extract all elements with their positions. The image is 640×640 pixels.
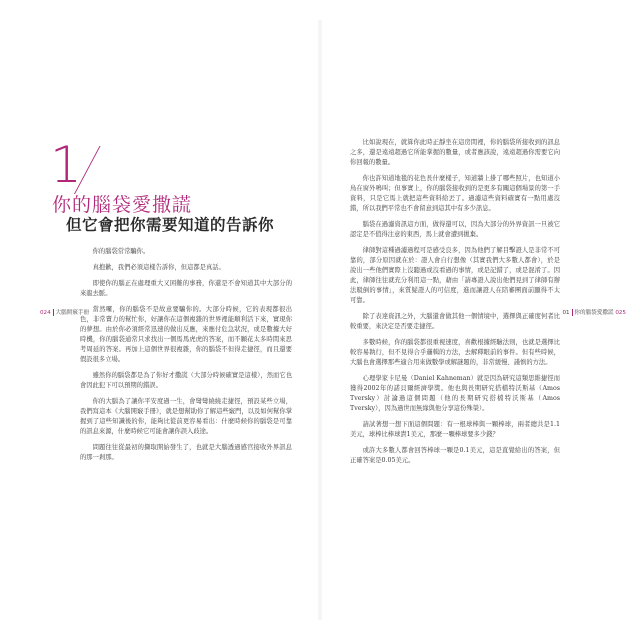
paragraph: 你也許知道地毯的花色長什麼樣子，知道牆上掛了哪些照片，也知道小鳥在窗外鳴叫；但事實上，你的腦袋接收到的是更多有關這個場景的第一手資料，只是它馬上就把這些資料給丟了。過濾這些資料確實有一點用處沒錯，所以我們平常也不會留意到這其中有多少訊息。 (350, 175, 560, 212)
paragraph: 腦袋在過濾資訊這方面，做得還可以，因為大部分的外界資訊一旦被它認定是不值得注意的東西，馬上就會遭到拋棄。 (350, 221, 560, 238)
right-footer (562, 308, 626, 316)
chapter-number: 1 (50, 136, 82, 194)
right-page-number: 025 (615, 310, 626, 316)
paragraph: 請試著想一想下面這個問題：有一根球棒與一顆棒球，兩者總共是1.1美元，球棒比棒球貴1美元，那麼一顆棒球要多少錢？ (350, 421, 560, 438)
paragraph: 問題往往從最初的擷取開始發生了，也就是大腦透過感官接收外界訊息的那一剎那。 (80, 444, 292, 461)
paragraph: 或許大多數人都會回答棒球一顆是0.1美元，這是直覺給出的答案，但正確答案是0.05美元。 (350, 447, 560, 464)
paragraph: 你的大腦為了讓你平安度過一生，會彎彎繞繞走捷徑，預設某些立場，我們寫這本《大腦開竅手冊》，就是想幫助你了解這些竅門，以及如何幫你掌握到了這些知識後的你，能夠比從前更容易看出：什麼時候你的腦袋是可靠的訊息來源，什麼時候它可能會讓你誤入歧途。 (80, 398, 292, 435)
chapter-subtitle: 但它會把你需要知道的告訴你 (66, 216, 275, 234)
chapter-title: 你的腦袋愛撒謊 (52, 194, 193, 216)
paragraph: 雖然你的腦袋都是為了你好才撒謊（大部分時候確實是這樣），然而它也會因此犯下可以預期的錯誤。 (80, 372, 292, 389)
right-chapter-title: 你的腦袋愛撒謊 (574, 310, 614, 316)
paragraph: 律師對這種過濾過程可是感受良多，因為他們了解目擊證人是非常不可靠的，部分原因就在於：證人會自行想像（其實我們大多數人都會），於是說出一些他們實際上沒聽過或沒看過的事情，或是記錯了，或是混淆了。因此，律師往往就充分利用這一點，藉由「請專證人說出他們見到了律師有辦法駁倒的事情」，來質疑證人的可信度，進而讓證人在陪審團面前顯得不太可靠。 (350, 247, 560, 304)
paragraph: 多數時候，你的腦袋都很重視速度，喜歡根據經驗法則，也就是選擇比較容易執行，但不見得合乎邏輯的方法，去解釋眼前的事件。但有些時候，大腦也會選擇那些適合用來做數學或解謎題的，非常緩慢、謹慎的方法。 (350, 339, 560, 366)
paragraph: 心理學家卡尼曼（Daniel Kahneman）就是因為研究這類思維捷徑而獲得2002年的諾貝爾經濟學獎。他也與長期研究搭檔特沃斯基（Amos Tversky）討論過這個問題（他的長期研究搭檔特沃斯基（Amos Tversky），因為過世而無緣與他分享這份殊榮）。 (350, 375, 560, 412)
paragraph: 真抱歉，我們必須這樣告訴你，但這都是真話。 (92, 264, 225, 271)
left-page-number: 024 (40, 310, 51, 316)
paragraph: 比如說現在，就算你此時正靜坐在這房間裡，你的腦袋所接收到的訊息之多，還是遠遠超過它所能掌握的數量，或者應該說，遠遠超過你需要它向你回報的數量。 (350, 139, 560, 166)
left-footer (40, 308, 89, 316)
left-book-title: 大腦開竅手冊 (55, 310, 90, 316)
footer-divider (572, 309, 573, 316)
paragraph: 當然囉，你的腦袋不是故意要騙你的。大部分時候，它的表現都很出色，非常賣力的幫忙你，好讓你在這個複雜的世界裡能順利活下來，實現你的夢想。由於你必須經常迅速的做出反應，來應付危急狀況，或是數據大好時機，你的腦袋通常只求找出一個馬馬虎虎的答案，而不願花太多時間來思考周延的答案。再加上這個世界很複雜，你的腦袋不但得走捷徑，而且還要假設很多立場。 (80, 306, 292, 363)
paragraph: 即使你的腦正在處理重大又困難的事務，你還是不會知道其中大部分的來龍去脈。 (80, 280, 292, 297)
left-body-text (80, 247, 292, 469)
right-body-text (350, 138, 560, 472)
paragraph: 除了表達資訊之外，大腦還會做其他一個情境中，選擇與正確度何者比較重要，來決定是否要走捷徑。 (350, 313, 560, 330)
paragraph: 你的腦袋常常騙你。 (92, 248, 150, 255)
footer-divider (53, 309, 54, 316)
right-chapter-label: 01 (562, 310, 570, 316)
page-gutter (317, 20, 323, 620)
